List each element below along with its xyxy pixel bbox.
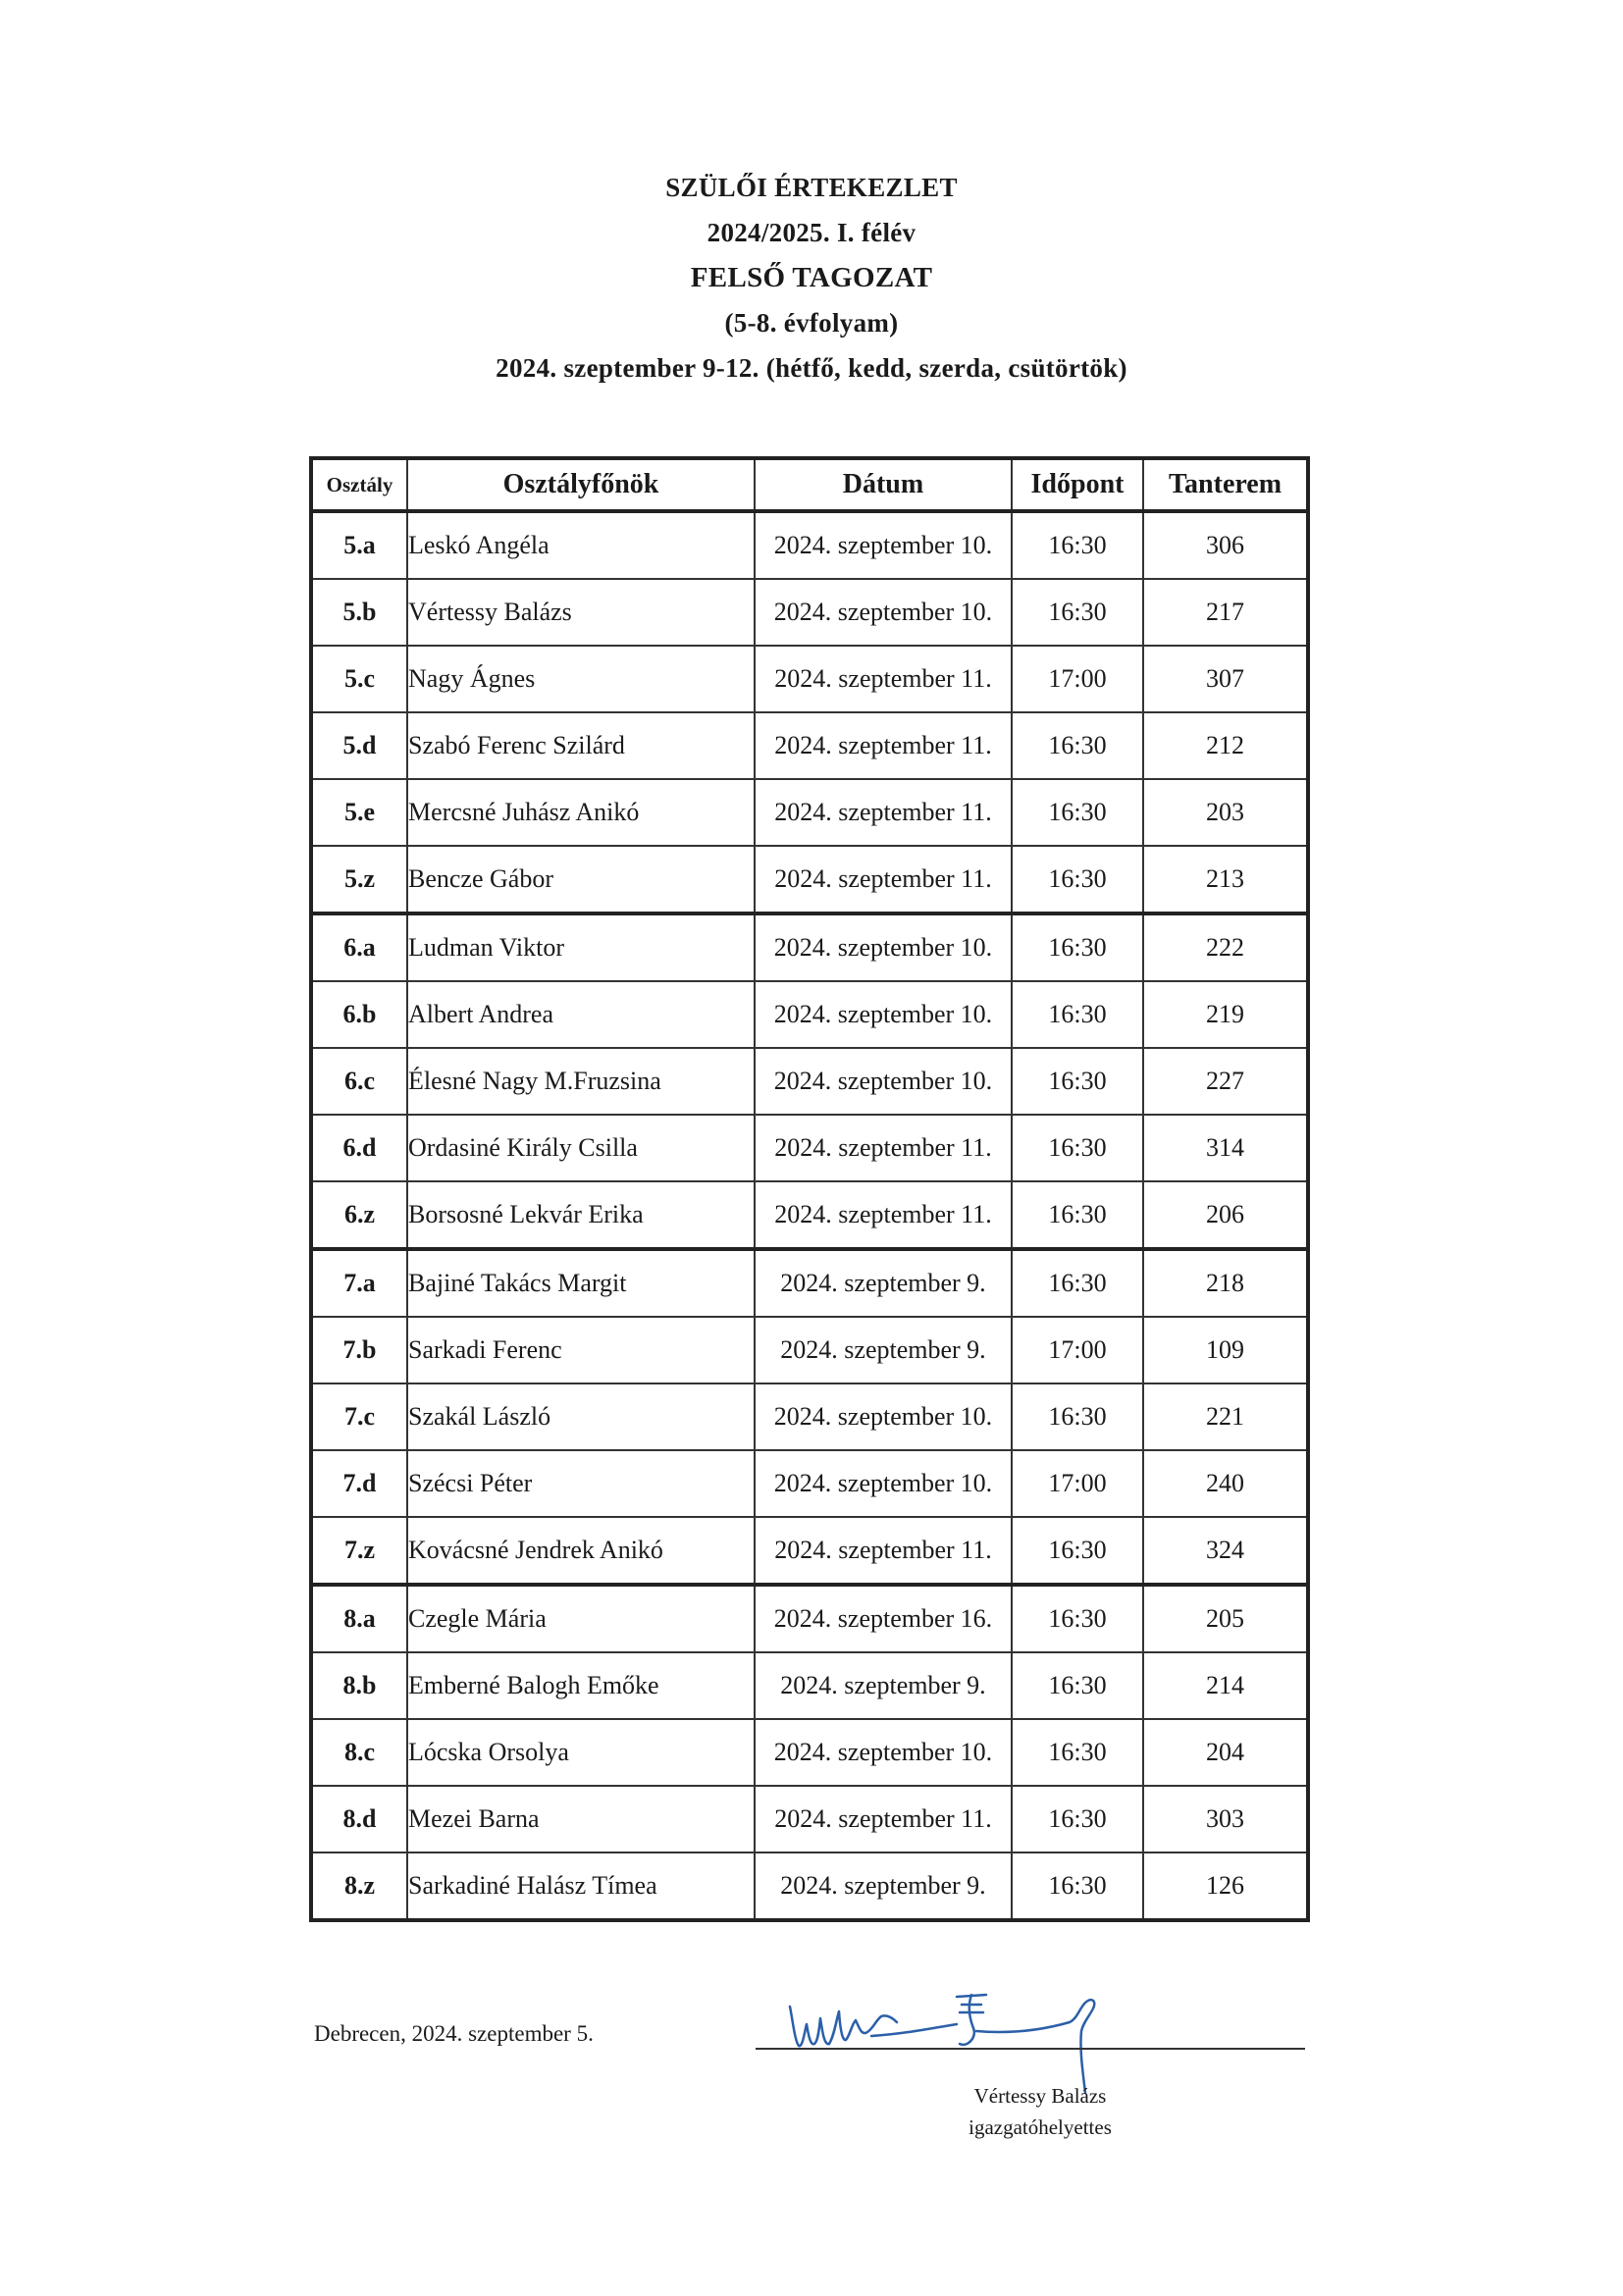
cell-date: 2024. szeptember 9. <box>755 1852 1012 1920</box>
cell-date: 2024. szeptember 16. <box>755 1585 1012 1652</box>
cell-class: 8.a <box>311 1585 407 1652</box>
table-row <box>311 981 1308 1048</box>
cell-teacher: Nagy Ágnes <box>407 646 755 712</box>
cell-date: 2024. szeptember 11. <box>755 779 1012 846</box>
cell-room: 218 <box>1143 1249 1308 1317</box>
table-row <box>311 1249 1308 1317</box>
cell-room: 214 <box>1143 1652 1308 1719</box>
cell-time: 16:30 <box>1012 1048 1143 1115</box>
table-row <box>311 712 1308 779</box>
cell-time: 16:30 <box>1012 1383 1143 1450</box>
cell-class: 7.a <box>311 1249 407 1317</box>
cell-date: 2024. szeptember 11. <box>755 1517 1012 1585</box>
cell-room: 240 <box>1143 1450 1308 1517</box>
cell-time: 16:30 <box>1012 1585 1143 1652</box>
cell-class: 5.e <box>311 779 407 846</box>
table-row <box>311 1383 1308 1450</box>
cell-class: 8.z <box>311 1852 407 1920</box>
heading-semester: 2024/2025. I. félév <box>707 218 916 247</box>
heading-grades: (5-8. évfolyam) <box>724 308 899 338</box>
cell-time: 16:30 <box>1012 779 1143 846</box>
cell-date: 2024. szeptember 11. <box>755 846 1012 913</box>
cell-room: 204 <box>1143 1719 1308 1786</box>
signer-block <box>883 2080 1197 2143</box>
cell-room: 213 <box>1143 846 1308 913</box>
cell-teacher: Mercsné Juhász Anikó <box>407 779 755 846</box>
cell-teacher: Szécsi Péter <box>407 1450 755 1517</box>
cell-teacher: Vértessy Balázs <box>407 579 755 646</box>
cell-time: 16:30 <box>1012 1786 1143 1852</box>
column-header-date: Dátum <box>755 458 1012 511</box>
column-header-teacher: Osztályfőnök <box>407 458 755 511</box>
column-header-room: Tanterem <box>1143 458 1308 511</box>
cell-date: 2024. szeptember 10. <box>755 1719 1012 1786</box>
cell-teacher: Sarkadiné Halász Tímea <box>407 1852 755 1920</box>
table-row <box>311 1317 1308 1383</box>
cell-teacher: Borsosné Lekvár Erika <box>407 1181 755 1249</box>
cell-teacher: Ordasiné Király Csilla <box>407 1115 755 1181</box>
signature-line <box>756 2048 1305 2050</box>
cell-time: 16:30 <box>1012 712 1143 779</box>
cell-class: 6.d <box>311 1115 407 1181</box>
heading-section: FELSŐ TAGOZAT <box>690 262 933 293</box>
cell-class: 7.b <box>311 1317 407 1383</box>
signer-name: Vértessy Balázs <box>973 2084 1107 2108</box>
cell-date: 2024. szeptember 10. <box>755 1383 1012 1450</box>
cell-date: 2024. szeptember 11. <box>755 646 1012 712</box>
cell-teacher: Albert Andrea <box>407 981 755 1048</box>
cell-room: 324 <box>1143 1517 1308 1585</box>
table-row <box>311 1048 1308 1115</box>
cell-class: 7.c <box>311 1383 407 1450</box>
cell-class: 6.b <box>311 981 407 1048</box>
cell-date: 2024. szeptember 10. <box>755 1048 1012 1115</box>
cell-room: 217 <box>1143 579 1308 646</box>
table-body <box>311 511 1308 1920</box>
cell-date: 2024. szeptember 9. <box>755 1317 1012 1383</box>
cell-date: 2024. szeptember 9. <box>755 1249 1012 1317</box>
meeting-schedule-table <box>309 456 1310 1922</box>
cell-class: 5.z <box>311 846 407 913</box>
cell-class: 7.z <box>311 1517 407 1585</box>
table-row <box>311 1719 1308 1786</box>
cell-time: 16:30 <box>1012 846 1143 913</box>
cell-room: 219 <box>1143 981 1308 1048</box>
cell-class: 6.c <box>311 1048 407 1115</box>
cell-room: 314 <box>1143 1115 1308 1181</box>
table-row <box>311 1652 1308 1719</box>
cell-time: 16:30 <box>1012 1249 1143 1317</box>
cell-room: 206 <box>1143 1181 1308 1249</box>
cell-class: 6.a <box>311 913 407 981</box>
cell-time: 16:30 <box>1012 1719 1143 1786</box>
place-and-date: Debrecen, 2024. szeptember 5. <box>314 2021 594 2046</box>
cell-teacher: Szakál László <box>407 1383 755 1450</box>
document-heading <box>0 165 1623 391</box>
table-row <box>311 913 1308 981</box>
table-row <box>311 646 1308 712</box>
cell-date: 2024. szeptember 9. <box>755 1652 1012 1719</box>
cell-teacher: Élesné Nagy M.Fruzsina <box>407 1048 755 1115</box>
handwritten-signature <box>785 1938 1197 2095</box>
cell-date: 2024. szeptember 10. <box>755 913 1012 981</box>
table-row <box>311 846 1308 913</box>
table-row <box>311 579 1308 646</box>
cell-teacher: Kovácsné Jendrek Anikó <box>407 1517 755 1585</box>
cell-teacher: Szabó Ferenc Szilárd <box>407 712 755 779</box>
cell-class: 7.d <box>311 1450 407 1517</box>
cell-room: 205 <box>1143 1585 1308 1652</box>
cell-date: 2024. szeptember 10. <box>755 511 1012 579</box>
signer-title: igazgatóhelyettes <box>969 2115 1112 2139</box>
cell-time: 16:30 <box>1012 511 1143 579</box>
table-row <box>311 1181 1308 1249</box>
cell-time: 16:30 <box>1012 1517 1143 1585</box>
cell-room: 126 <box>1143 1852 1308 1920</box>
cell-room: 222 <box>1143 913 1308 981</box>
cell-room: 303 <box>1143 1786 1308 1852</box>
cell-teacher: Bencze Gábor <box>407 846 755 913</box>
cell-date: 2024. szeptember 11. <box>755 1115 1012 1181</box>
table-row <box>311 1852 1308 1920</box>
table-row <box>311 1786 1308 1852</box>
cell-time: 16:30 <box>1012 1115 1143 1181</box>
cell-teacher: Sarkadi Ferenc <box>407 1317 755 1383</box>
cell-time: 17:00 <box>1012 1450 1143 1517</box>
column-header-class: Osztály <box>311 458 407 511</box>
cell-room: 203 <box>1143 779 1308 846</box>
table-row <box>311 1115 1308 1181</box>
cell-time: 16:30 <box>1012 981 1143 1048</box>
cell-date: 2024. szeptember 11. <box>755 712 1012 779</box>
cell-room: 221 <box>1143 1383 1308 1450</box>
cell-class: 8.d <box>311 1786 407 1852</box>
cell-teacher: Czegle Mária <box>407 1585 755 1652</box>
cell-teacher: Emberné Balogh Emőke <box>407 1652 755 1719</box>
cell-date: 2024. szeptember 10. <box>755 1450 1012 1517</box>
cell-teacher: Lócska Orsolya <box>407 1719 755 1786</box>
cell-class: 6.z <box>311 1181 407 1249</box>
table-row <box>311 511 1308 579</box>
table-row <box>311 1517 1308 1585</box>
cell-class: 8.c <box>311 1719 407 1786</box>
cell-time: 17:00 <box>1012 646 1143 712</box>
cell-room: 109 <box>1143 1317 1308 1383</box>
table-row <box>311 1450 1308 1517</box>
table-header-row <box>311 458 1308 511</box>
cell-time: 16:30 <box>1012 1181 1143 1249</box>
cell-class: 8.b <box>311 1652 407 1719</box>
cell-date: 2024. szeptember 11. <box>755 1786 1012 1852</box>
cell-room: 307 <box>1143 646 1308 712</box>
cell-room: 306 <box>1143 511 1308 579</box>
cell-time: 16:30 <box>1012 579 1143 646</box>
cell-teacher: Leskó Angéla <box>407 511 755 579</box>
cell-room: 212 <box>1143 712 1308 779</box>
cell-time: 16:30 <box>1012 913 1143 981</box>
cell-room: 227 <box>1143 1048 1308 1115</box>
cell-date: 2024. szeptember 11. <box>755 1181 1012 1249</box>
cell-time: 17:00 <box>1012 1317 1143 1383</box>
cell-class: 5.c <box>311 646 407 712</box>
cell-teacher: Mezei Barna <box>407 1786 755 1852</box>
cell-date: 2024. szeptember 10. <box>755 579 1012 646</box>
column-header-time: Időpont <box>1012 458 1143 511</box>
cell-teacher: Ludman Viktor <box>407 913 755 981</box>
cell-time: 16:30 <box>1012 1852 1143 1920</box>
cell-teacher: Bajiné Takács Margit <box>407 1249 755 1317</box>
table-row <box>311 1585 1308 1652</box>
cell-class: 5.a <box>311 511 407 579</box>
cell-date: 2024. szeptember 10. <box>755 981 1012 1048</box>
cell-class: 5.b <box>311 579 407 646</box>
heading-title: SZÜLŐI ÉRTEKEZLET <box>665 173 958 202</box>
cell-class: 5.d <box>311 712 407 779</box>
cell-time: 16:30 <box>1012 1652 1143 1719</box>
table-row <box>311 779 1308 846</box>
heading-dates: 2024. szeptember 9-12. (hétfő, kedd, szerda, csütörtök) <box>496 353 1127 383</box>
